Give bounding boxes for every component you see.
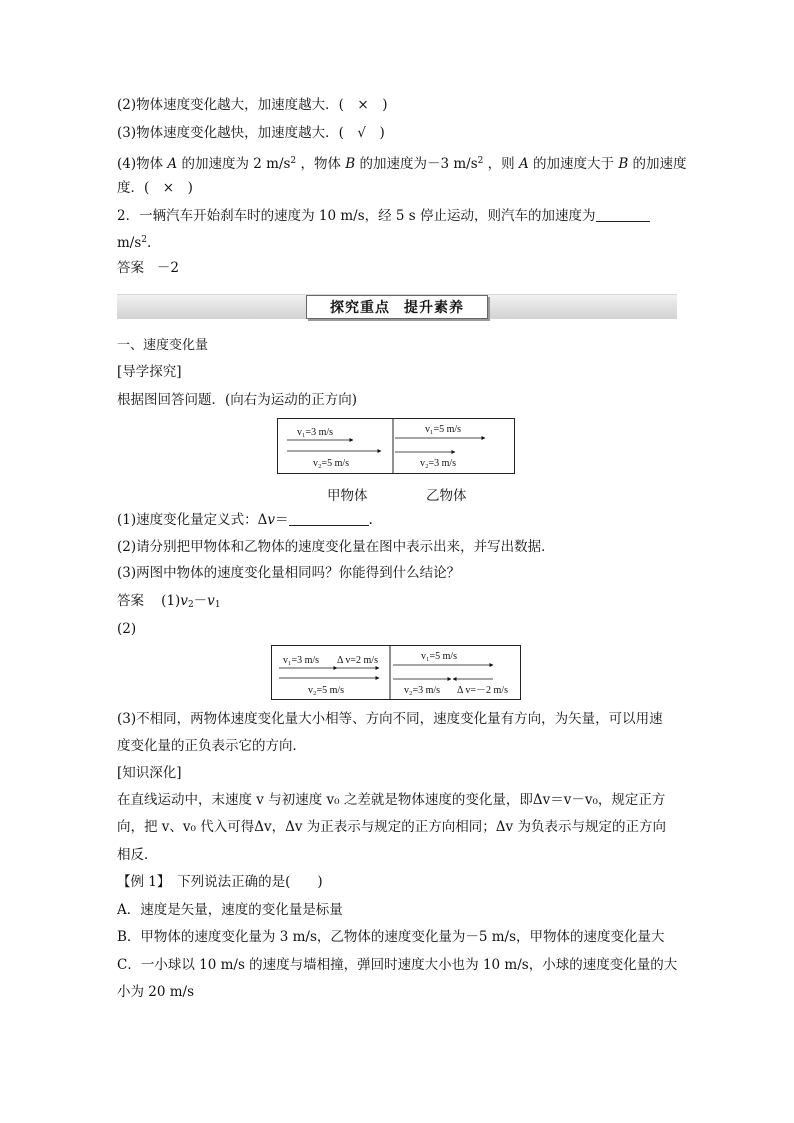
fig2-right-dv-label: Δ v=－2 m/s (457, 685, 508, 696)
caption-jia: 甲物体 (327, 488, 368, 504)
fig2-left-v1-label: v₁=3 m/s (283, 655, 320, 666)
fig2-left-dv-label: Δ v=2 m/s (337, 655, 378, 666)
banner-right: 提升素养 (404, 300, 464, 316)
option-b: B．甲物体的速度变化量为 3 m/s，乙物体的速度变化量为－5 m/s，甲物体的速度变化量大 (117, 929, 665, 945)
fig2-right-v2-label: v₂=3 m/s (404, 685, 441, 696)
fig1-left-v2-label: v₂=5 m/s (313, 458, 350, 469)
definition-blank (289, 511, 369, 526)
question-1: (1)速度变化量定义式：Δv＝ . (117, 512, 373, 528)
statement-4-cont: 度．( × ) (117, 180, 193, 196)
statement-3: (3)物体速度变化越快，加速度越大．( √ ) (117, 125, 385, 141)
knowledge-line-2: 向，把 v、v₀ 代入可得Δv，Δv 为正表示与规定的正方向相同；Δv 为负表示与规定的正方向 (117, 819, 666, 835)
intro-text: 根据图回答问题．(向右为运动的正方向) (117, 392, 358, 408)
fig2-right-v1-label: v₁=5 m/s (421, 651, 458, 662)
fig1-right-v2-label: v₂=3 m/s (420, 458, 457, 469)
question-3-sub: (3)两图中物体的速度变化量相同吗？你能得到什么结论？ (117, 565, 461, 581)
guide-heading: [导学探究] (117, 364, 182, 380)
question-2-unit: $m/s^2$. (117, 235, 152, 251)
fig1-left-v1-label: v₁=3 m/s (297, 427, 334, 438)
knowledge-line-1: 在直线运动中，末速度 v 与初速度 v₀ 之差就是物体速度的变化量，即Δv＝v－v₀，规定正方 (117, 792, 666, 808)
fig2-left-v2-label: v₂=5 m/s (308, 685, 345, 696)
caption-yi: 乙物体 (426, 488, 467, 504)
answer-blank (596, 207, 650, 222)
answer-1: 答案 $(1)v_2-v_1$ (117, 593, 221, 610)
answer-value: －2 (156, 260, 179, 276)
banner-left: 探究重点 (330, 300, 390, 316)
answer-label: 答案 (117, 260, 144, 276)
question-2-sub: (2)请分别把甲物体和乙物体的速度变化量在图中表示出来，并写出数据． (117, 539, 555, 555)
figure-1 (277, 418, 515, 474)
statement-2: (2)物体速度变化越大，加速度越大．( × ) (117, 97, 388, 113)
option-c-line-2: 小为 20 m/s (117, 984, 195, 1000)
answer-3-line-2: 度变化量的正负表示它的方向． (117, 738, 306, 754)
statement-4: (4)物体 A 的加速度为 2 $m/s^2$ ，物体 B 的加速度为－3 $m/s^2$ ，则 A 的加速度大于 B 的加速度 (117, 156, 687, 172)
section-title: 一、速度变化量 (117, 338, 209, 353)
knowledge-line-3: 相反． (117, 847, 158, 863)
example-1-stem: 【例 1】 下列说法正确的是( ) (117, 874, 323, 890)
section-banner-title (306, 295, 488, 319)
answer-3-line-1: (3)不相同，两物体速度变化量大小相等、方向不同，速度变化量有方向，为矢量，可以用速 (117, 711, 663, 727)
fig1-right-v1-label: v₁=5 m/s (425, 424, 462, 435)
option-a: A．速度是矢量，速度的变化量是标量 (117, 902, 343, 918)
question-2: 2．一辆汽车开始刹车时的速度为 10 m/s，经 5 s 停止运动，则汽车的加速度为 (117, 206, 650, 226)
figure-2 (271, 645, 521, 700)
option-c-line-1: C．一小球以 10 m/s 的速度与墙相撞，弹回时速度大小也为 10 m/s，小球的速度变化量的大 (117, 957, 678, 973)
answer-line (117, 258, 179, 278)
knowledge-heading: [知识深化] (117, 765, 182, 781)
answer-2-label: (2) (117, 621, 137, 637)
